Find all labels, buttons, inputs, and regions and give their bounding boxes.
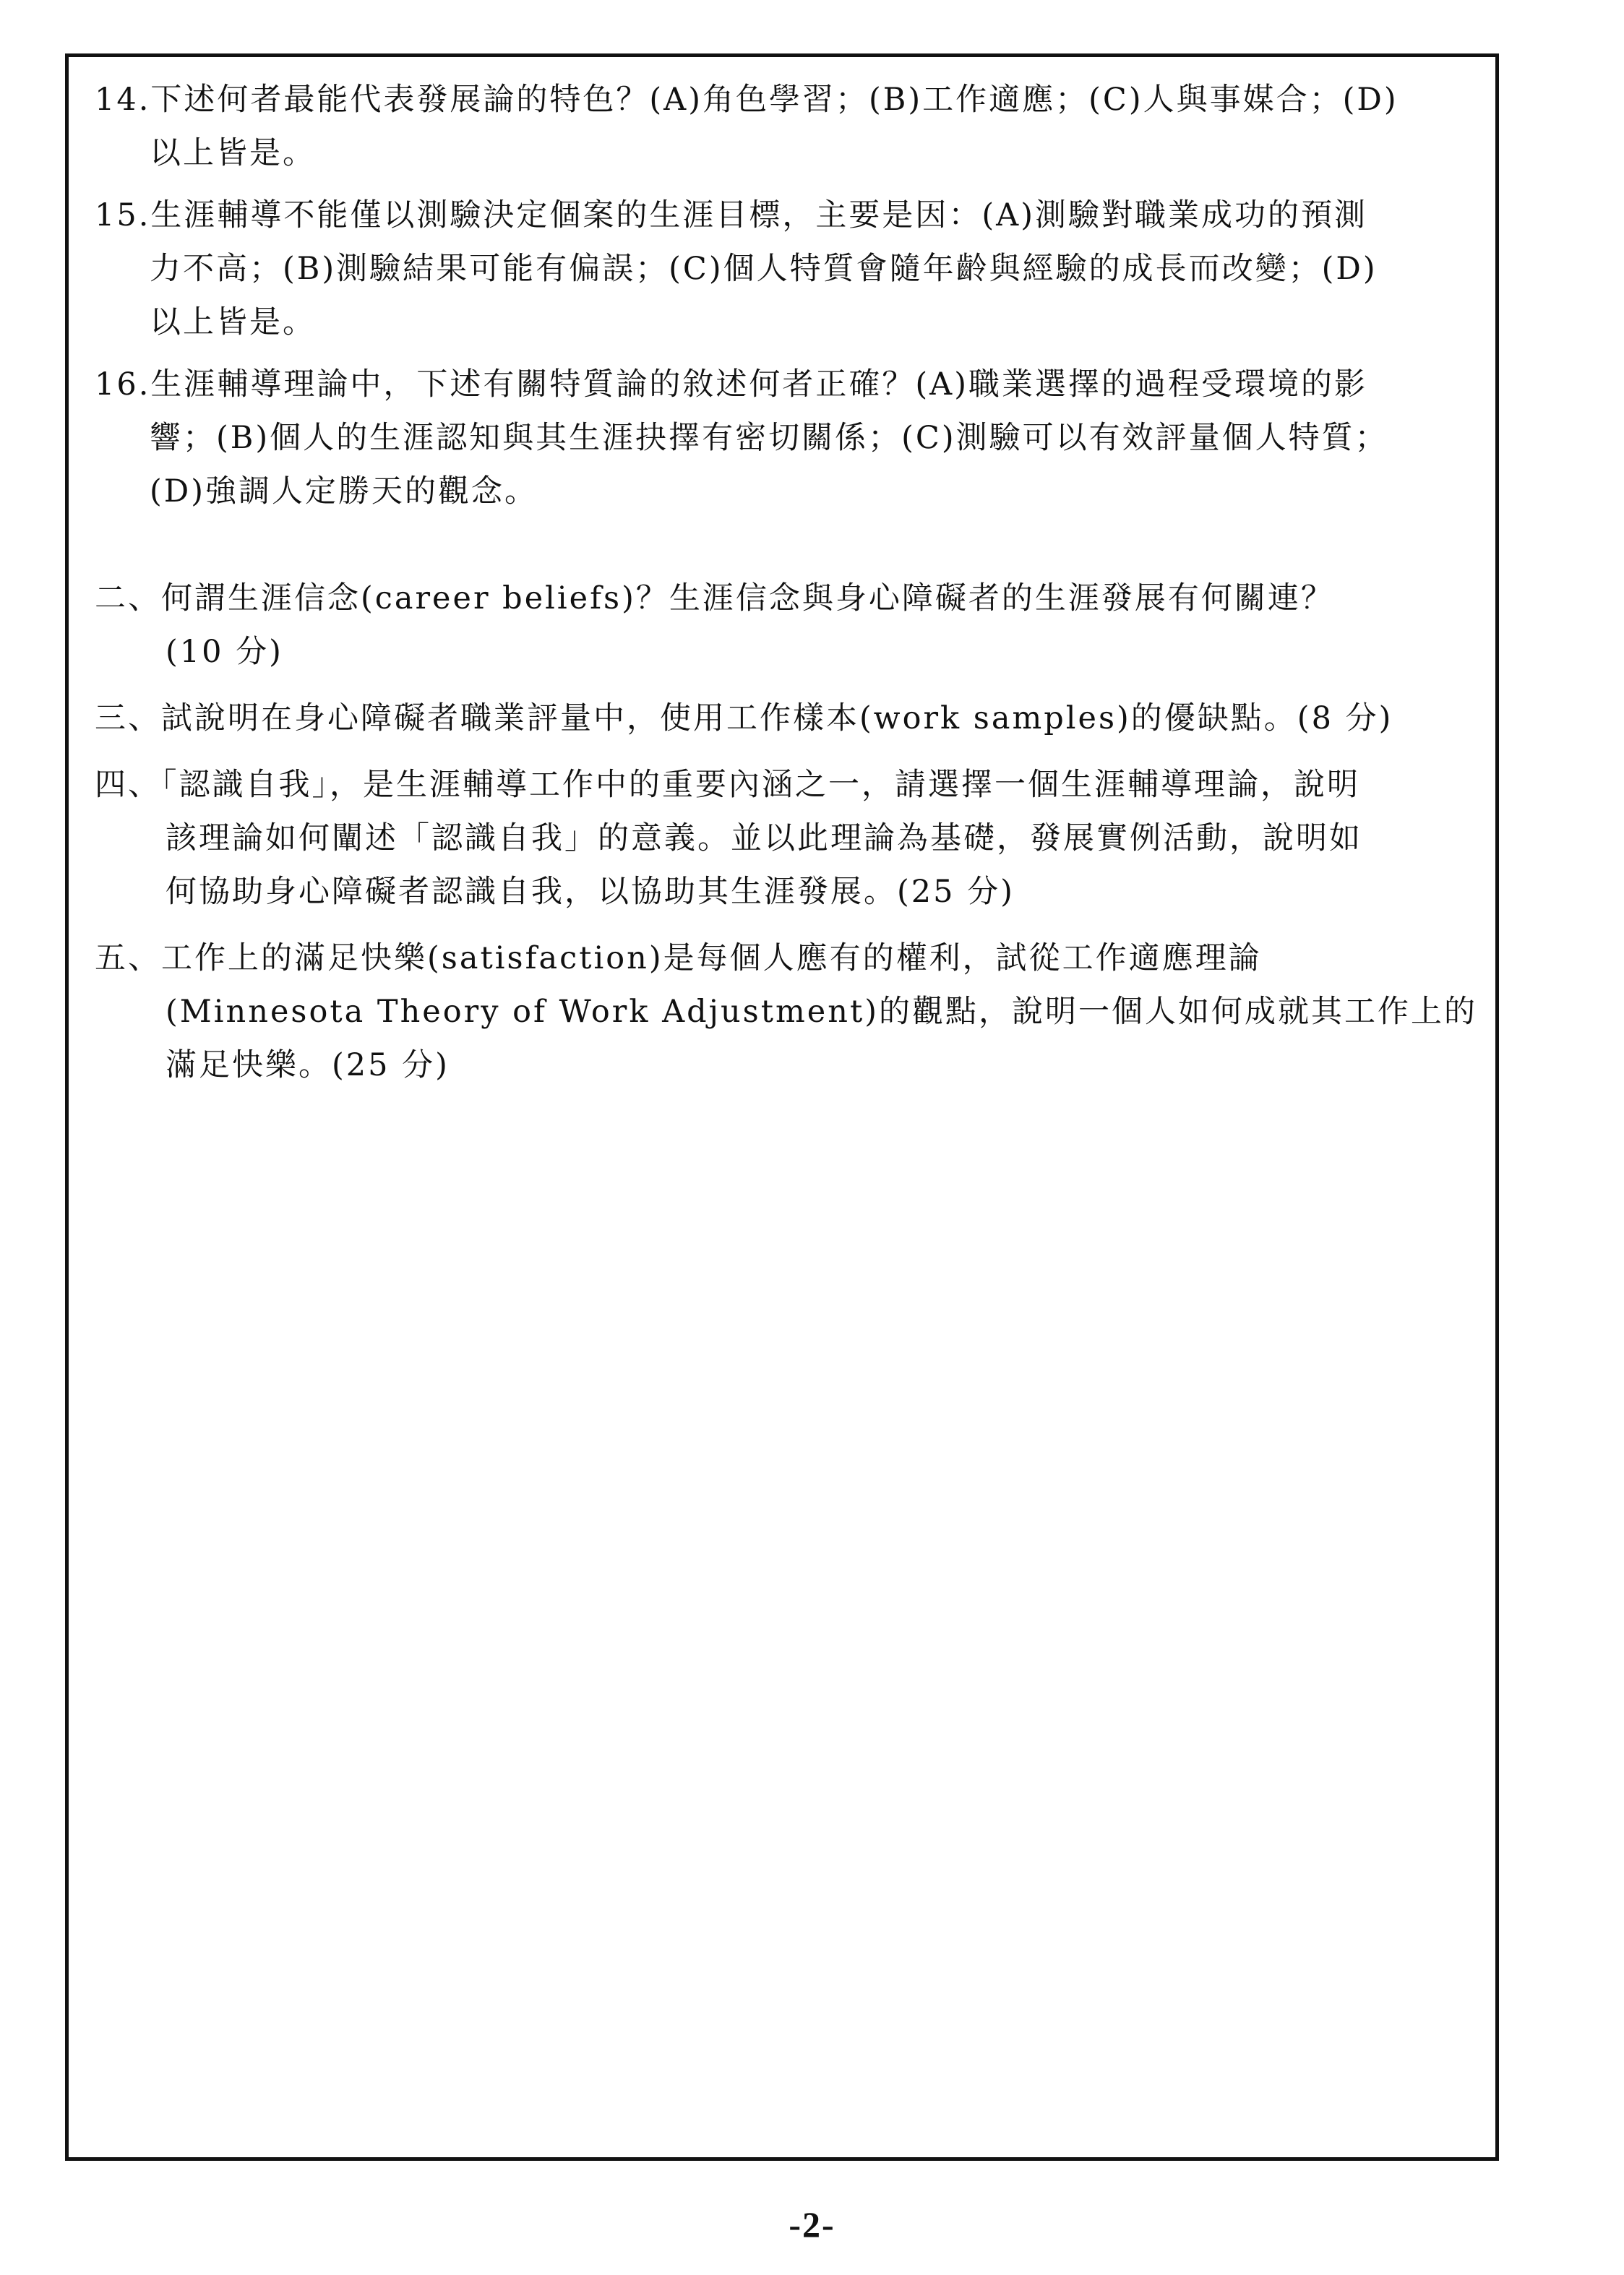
question-line: 響；(B)個人的生涯認知與其生涯抉擇有密切關係；(C)測驗可以有效評量個人特質； [150, 420, 1388, 456]
essay-question-2 [95, 572, 1511, 679]
question-line: (D)強調人定勝天的觀念。 [150, 473, 538, 509]
question-line: 五、工作上的滿足快樂(satisfaction)是每個人應有的權利，試從工作適應理論 [95, 940, 1262, 976]
exam-page-frame [65, 53, 1499, 2161]
question-line: 15.生涯輔導不能僅以測驗決定個案的生涯目標，主要是因：(A)測驗對職業成功的預測 [95, 197, 1367, 233]
exam-content [95, 73, 1511, 1092]
question-line: 16.生涯輔導理論中，下述有關特質論的敘述何者正確？(A)職業選擇的過程受環境的影 [95, 366, 1367, 403]
question-line: 力不高；(B)測驗結果可能有偏誤；(C)個人特質會隨年齡與經驗的成長而改變；(D) [150, 251, 1378, 287]
question-16 [95, 358, 1511, 518]
question-line: 以上皆是。 [150, 304, 316, 340]
question-14 [95, 73, 1511, 180]
essay-question-5 [95, 932, 1511, 1092]
question-line: 滿足快樂。(25 分) [166, 1047, 450, 1083]
page-number: -2- [789, 2204, 835, 2245]
question-line: 以上皆是。 [150, 135, 316, 171]
question-15 [95, 189, 1511, 349]
essay-question-3 [95, 692, 1511, 745]
question-line: 該理論如何闡述「認識自我」的意義。並以此理論為基礎，發展實例活動，說明如 [166, 820, 1362, 856]
question-line: 二、何謂生涯信念(career beliefs)？生涯信念與身心障礙者的生涯發展有何關連？ [95, 580, 1334, 616]
essay-question-4 [95, 758, 1511, 919]
question-line: 四、「認識自我」，是生涯輔導工作中的重要內涵之一，請選擇一個生涯輔導理論，說明 [95, 767, 1360, 803]
question-line: 三、試說明在身心障礙者職業評量中，使用工作樣本(work samples)的優缺點。(8 分) [95, 700, 1393, 736]
question-line: (Minnesota Theory of Work Adjustment)的觀點，說明一個人如何成就其工作上的 [166, 994, 1477, 1030]
question-line: (10 分) [166, 634, 283, 670]
question-line: 14.下述何者最能代表發展論的特色？(A)角色學習；(B)工作適應；(C)人與事媒合；(D) [95, 82, 1399, 118]
question-line: 何協助身心障礙者認識自我，以協助其生涯發展。(25 分) [166, 874, 1015, 910]
